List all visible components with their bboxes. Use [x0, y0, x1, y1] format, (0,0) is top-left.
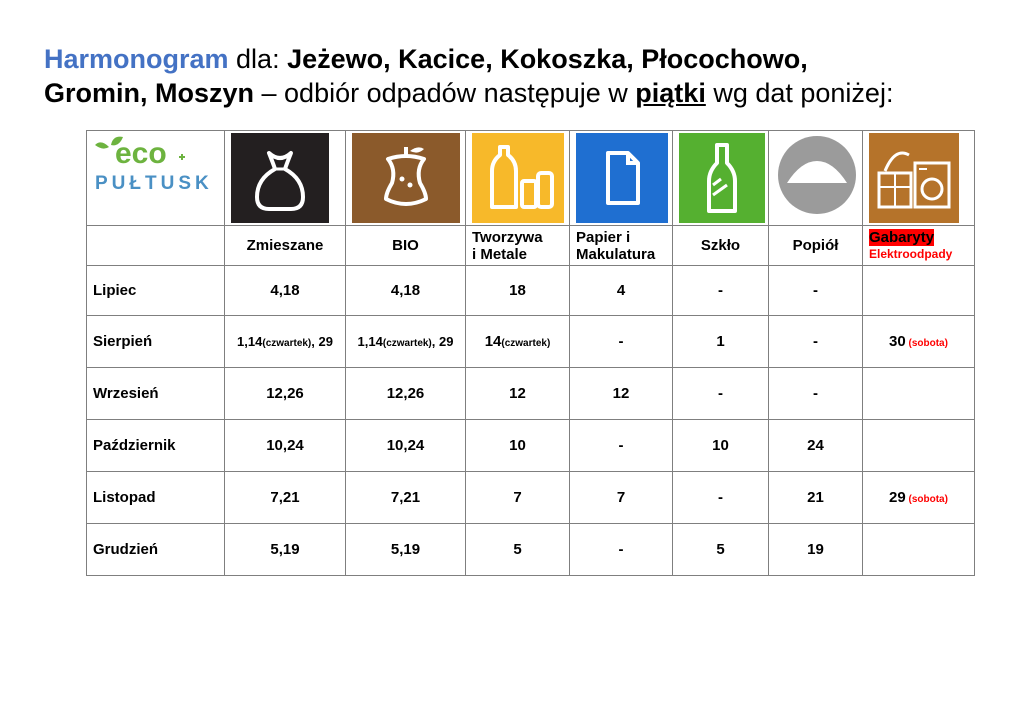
- mixed-cell: [225, 524, 346, 576]
- glass-cell: [673, 368, 769, 420]
- glass-cell: [673, 266, 769, 316]
- paper-value: 4: [616, 282, 626, 299]
- bulky-value: 30: [889, 333, 906, 350]
- ash-icon-cell: [769, 131, 863, 226]
- paper-cell: [570, 524, 673, 576]
- paper-value: -: [618, 333, 624, 350]
- bio-value: 12,26: [386, 385, 425, 402]
- header-bulky-1: Gabaryty: [869, 228, 935, 246]
- paper-value: -: [618, 437, 624, 454]
- eco-pultusk-logo: [93, 133, 219, 195]
- bio-value: 10,24: [386, 437, 425, 454]
- glass-cell: [673, 316, 769, 368]
- bulky-cell: [863, 316, 975, 368]
- ash-cell: [769, 266, 863, 316]
- title-harmonogram: Harmonogram: [44, 44, 229, 74]
- plastic-value: 12: [509, 385, 526, 402]
- plastic-value: 18: [509, 282, 526, 299]
- header-plastic-2: i Metale: [472, 245, 528, 263]
- paper-value: 7: [616, 489, 626, 506]
- glass-cell: [673, 472, 769, 524]
- paper-cell: [570, 266, 673, 316]
- header-plastic-1: Tworzywa: [472, 228, 543, 246]
- bio-note: (czwartek): [382, 338, 432, 349]
- mixed-note: (czwartek): [262, 338, 312, 349]
- title-places-2: Gromin, Moszyn: [44, 78, 255, 108]
- plastic-cell: [466, 524, 570, 576]
- glass-icon-cell: [673, 131, 769, 226]
- apple-core-icon: [352, 133, 460, 223]
- mixed-value: 10,24: [266, 437, 304, 454]
- mixed-icon-cell: [225, 131, 346, 226]
- header-bulky: [863, 226, 975, 266]
- plastic-cell: [466, 368, 570, 420]
- bulky-cell: [863, 420, 975, 472]
- bulky-cell: [863, 266, 975, 316]
- bulky-cell: [863, 368, 975, 420]
- table-row: [87, 420, 975, 472]
- glass-value: -: [718, 385, 723, 402]
- bulky-cell: [863, 472, 975, 524]
- plastic-value: 7: [513, 489, 522, 506]
- ash-value: -: [813, 385, 818, 402]
- paper-cell: [570, 472, 673, 524]
- schedule-table: [86, 130, 975, 576]
- glass-value: -: [718, 282, 723, 299]
- bio-cell: [346, 266, 466, 316]
- mixed-value: 7,21: [270, 489, 300, 506]
- paper-cell: [570, 420, 673, 472]
- ash-value: 19: [807, 541, 824, 558]
- header-bulky-2: Elektroodpady: [869, 246, 953, 261]
- title-places-1: Jeżewo, Kacice, Kokoszka, Płocochowo,: [287, 44, 808, 74]
- paper-icon-cell: [570, 131, 673, 226]
- empty-header-cell: [87, 226, 225, 266]
- bio-value: 1,14: [357, 334, 383, 349]
- ash-cell: [769, 316, 863, 368]
- bio-cell: [346, 420, 466, 472]
- month-cell: Grudzień: [87, 524, 225, 576]
- month-cell: Październik: [87, 420, 225, 472]
- mixed-value: 4,18: [270, 282, 300, 299]
- plastic-note: (czwartek): [501, 338, 551, 349]
- mixed-value: 1,14: [237, 334, 263, 349]
- ash-value: -: [813, 282, 818, 299]
- bio-value: 4,18: [390, 282, 421, 299]
- ash-pile-icon: [775, 133, 859, 217]
- bottles-cans-icon: [472, 133, 564, 223]
- glass-value: 5: [716, 541, 725, 558]
- glass-value: 10: [712, 437, 729, 454]
- mixed-value: 5,19: [270, 541, 300, 558]
- header-ash: Popiół: [769, 226, 863, 266]
- ash-cell: [769, 368, 863, 420]
- bio-icon-cell: [346, 131, 466, 226]
- furniture-appliance-icon: [869, 133, 959, 223]
- ash-cell: [769, 420, 863, 472]
- month-cell: Wrzesień: [87, 368, 225, 420]
- mixed-cell: [225, 420, 346, 472]
- glass-value: 1: [716, 333, 725, 350]
- title-day: piątki: [635, 78, 706, 108]
- icon-row: [87, 131, 975, 226]
- glass-cell: [673, 524, 769, 576]
- mixed-value-end: , 29: [311, 334, 333, 349]
- plastic-cell: [466, 472, 570, 524]
- bulky-note: (sobota): [905, 338, 948, 349]
- logo-pultusk-text: PUŁTUSK: [95, 173, 213, 194]
- title-dla: dla:: [228, 44, 288, 74]
- title-end: wg dat poniżej:: [705, 78, 894, 108]
- mixed-cell: [225, 316, 346, 368]
- mixed-cell: [225, 266, 346, 316]
- bulky-value: 29: [889, 489, 906, 506]
- title-mid: – odbiór odpadów następuje w: [254, 78, 636, 108]
- month-cell: Sierpień: [87, 316, 225, 368]
- month-cell: Lipiec: [87, 266, 225, 316]
- plastic-value: 5: [513, 541, 522, 558]
- plastic-cell: [466, 266, 570, 316]
- ash-value: -: [813, 333, 818, 350]
- header-row: [87, 226, 975, 266]
- glass-bottle-icon: [679, 133, 765, 223]
- plastic-cell: [466, 420, 570, 472]
- bulky-cell: [863, 524, 975, 576]
- glass-value: -: [718, 489, 723, 506]
- paper-sheet-icon: [576, 133, 668, 223]
- bulky-icon-cell: [863, 131, 975, 226]
- bio-value-end: , 29: [431, 334, 454, 349]
- bio-cell: [346, 524, 466, 576]
- bio-cell: [346, 316, 466, 368]
- ash-cell: [769, 524, 863, 576]
- trash-bag-icon: [231, 133, 329, 223]
- ash-cell: [769, 472, 863, 524]
- table-row: [87, 524, 975, 576]
- header-paper: [570, 226, 673, 266]
- bulky-note: (sobota): [905, 494, 948, 505]
- header-bio: BIO: [346, 226, 466, 266]
- header-paper-1: Papier i: [576, 228, 631, 246]
- paper-value: 12: [612, 385, 630, 402]
- ash-value: 24: [807, 437, 824, 454]
- table-row: [87, 266, 975, 316]
- month-cell: Listopad: [87, 472, 225, 524]
- header-mixed: Zmieszane: [225, 226, 346, 266]
- plastic-value: 10: [509, 437, 526, 454]
- table-row: [87, 316, 975, 368]
- plastic-icon-cell: [466, 131, 570, 226]
- table-row: [87, 368, 975, 420]
- header-paper-2: Makulatura: [576, 245, 656, 263]
- plastic-value: 14: [484, 333, 502, 350]
- mixed-cell: [225, 472, 346, 524]
- ash-value: 21: [807, 489, 824, 506]
- bio-value: 7,21: [390, 489, 421, 506]
- header-plastic: [466, 226, 570, 266]
- paper-cell: [570, 316, 673, 368]
- header-glass: Szkło: [673, 226, 769, 266]
- plastic-cell: [466, 316, 570, 368]
- mixed-value: 12,26: [266, 385, 304, 402]
- bio-cell: [346, 472, 466, 524]
- mixed-cell: [225, 368, 346, 420]
- logo-eco-text: eco: [115, 137, 167, 170]
- table-row: [87, 472, 975, 524]
- paper-value: -: [618, 541, 624, 558]
- bio-cell: [346, 368, 466, 420]
- bio-value: 5,19: [390, 541, 421, 558]
- glass-cell: [673, 420, 769, 472]
- page-title: [44, 42, 1004, 110]
- paper-cell: [570, 368, 673, 420]
- logo-cell: [87, 131, 225, 226]
